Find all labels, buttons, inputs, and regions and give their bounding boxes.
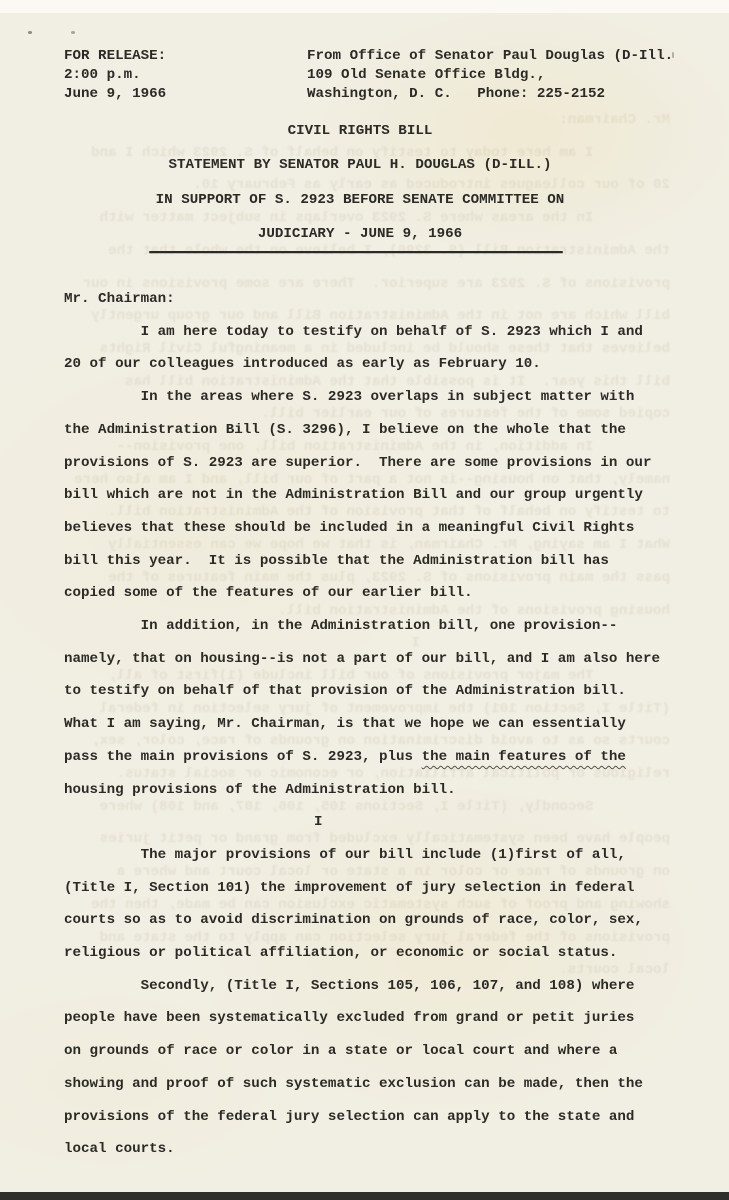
body-line: copied some of the features of our earlier bill.: [64, 585, 473, 602]
paper-speck: [28, 31, 32, 34]
body-line: religious or political affiliation, or economic or social status.: [64, 945, 618, 962]
body-line: Secondly, (Title I, Sections 105, 106, 107, and 108) where: [64, 977, 635, 994]
document-body: [64, 283, 694, 1166]
title-line: JUDICIARY - JUNE 9, 1966: [257, 225, 463, 242]
body-line: pass the main provisions of S. 2923, plus the main features of the: [64, 748, 626, 765]
body-line: In the areas where S. 2923 overlaps in subject matter with: [64, 389, 635, 406]
sender-info-block: [307, 47, 673, 104]
body-line: provisions of the federal jury selection can apply to the state and: [64, 1108, 635, 1125]
body-line: on grounds of race or color in a state or local court and where a: [64, 1043, 618, 1060]
scan-bottom-edge: [0, 1192, 729, 1200]
body-line: The major provisions of our bill include (1)first of all,: [64, 846, 626, 863]
release-line: June 9, 1966: [64, 86, 167, 102]
body-line: I am here today to testify on behalf of S. 2923 which I and: [64, 323, 643, 340]
body-line: local courts.: [64, 1141, 175, 1158]
bleedthrough-layer: Mr. Chairman: I am here today to testify on behalf of S. 2923 which I and 20 of our colleagues introduced as early as February 10. In the areas where S. 2923 overlaps in subject matter with the Administration the provisions of S. 2923 are superior. There are some provisions in our bill which are not in the Administration Bill and our group urgently believes that these should be included in a meaningful Civil Rights bill this year. It is possible that the Administration bill has copied some of the features of our earlier bill. In addition, in the Administration bill, one provision-- namely, that on housing--is not a part of our bill, and I am also here to testify on behalf of that provision of the Administration bill. What I am saying, Mr. Chairman, is that we hope we can essentially pass the main provisions of S. 2923, plus the main features of the housing provisions of the Administration bill. I The major provisions of our bill include (1)first of all, (Title I, Section 101) the improvement of jury selection in federal courts so as to avoid discrimination on grounds of race, color, sex, religious or political affiliation, or economic or social status. Secondly, (Title I, Sections 105, 106, 107, and 108) where people have been systematically excluded from grand or petit juries on grounds of race or color in a state or local court and where a showing and proof of such systematic exclusion can be made, then the provisions of the federal jury selection can apply to the state and local courts.: [74, 112, 670, 979]
sender-line: From Office of Senator Paul Douglas (D-Ill.: [307, 48, 674, 64]
body-line: In addition, in the Administration bill, one provision--: [64, 618, 618, 635]
body-line: bill which are not in the Administration Bill and our group urgently: [64, 487, 643, 504]
body-line: 20 of our colleagues introduced as early as February 10.: [64, 356, 541, 373]
body-line: the Administration Bill (S. 3296), I believe on the whole that the: [64, 421, 626, 438]
body-line: people have been systematically excluded from grand or petit juries: [64, 1010, 635, 1027]
title-line: STATEMENT BY SENATOR PAUL H. DOUGLAS (D-ILL.): [168, 157, 552, 174]
body-line: showing and proof of such systematic exclusion can be made, then the: [64, 1075, 643, 1092]
salutation: Mr. Chairman:: [64, 291, 175, 307]
sender-line: 109 Old Senate Office Bldg.,: [307, 67, 546, 83]
body-line: namely, that on housing--is not a part of our bill, and I am also here: [64, 650, 660, 667]
paper-speck: [71, 31, 75, 34]
section-heading: I: [314, 814, 323, 831]
page-top-edge: [0, 0, 729, 13]
body-line: housing provisions of the Administration bill.: [64, 781, 456, 798]
title-underline-rule: [149, 251, 563, 253]
document-title-block: [54, 114, 666, 251]
body-line: (Title I, Section 101) the improvement of jury selection in federal: [64, 879, 635, 896]
title-line: CIVIL RIGHTS BILL: [287, 123, 433, 139]
body-line: courts so as to avoid discrimination on grounds of race, color, sex,: [64, 912, 643, 929]
release-line: 2:00 p.m.: [64, 67, 141, 83]
hand-underlined-phrase: the main features of the: [421, 748, 626, 765]
body-line: bill this year. It is possible that the Administration bill has: [64, 552, 609, 569]
title-line: IN SUPPORT OF S. 2923 BEFORE SENATE COMMITTEE ON: [155, 191, 565, 208]
sender-line: Washington, D. C. Phone: 225-2152: [307, 86, 605, 102]
body-line: provisions of S. 2923 are superior. There are some provisions in our: [64, 454, 652, 471]
release-header: [64, 47, 673, 104]
body-line: to testify on behalf of that provision of the Administration bill.: [64, 683, 626, 700]
release-info-block: [64, 47, 307, 104]
release-line: FOR RELEASE:: [64, 48, 167, 64]
body-line: believes that these should be included in a meaningful Civil Rights: [64, 519, 635, 536]
body-line: What I am saying, Mr. Chairman, is that we hope we can essentially: [64, 716, 626, 733]
